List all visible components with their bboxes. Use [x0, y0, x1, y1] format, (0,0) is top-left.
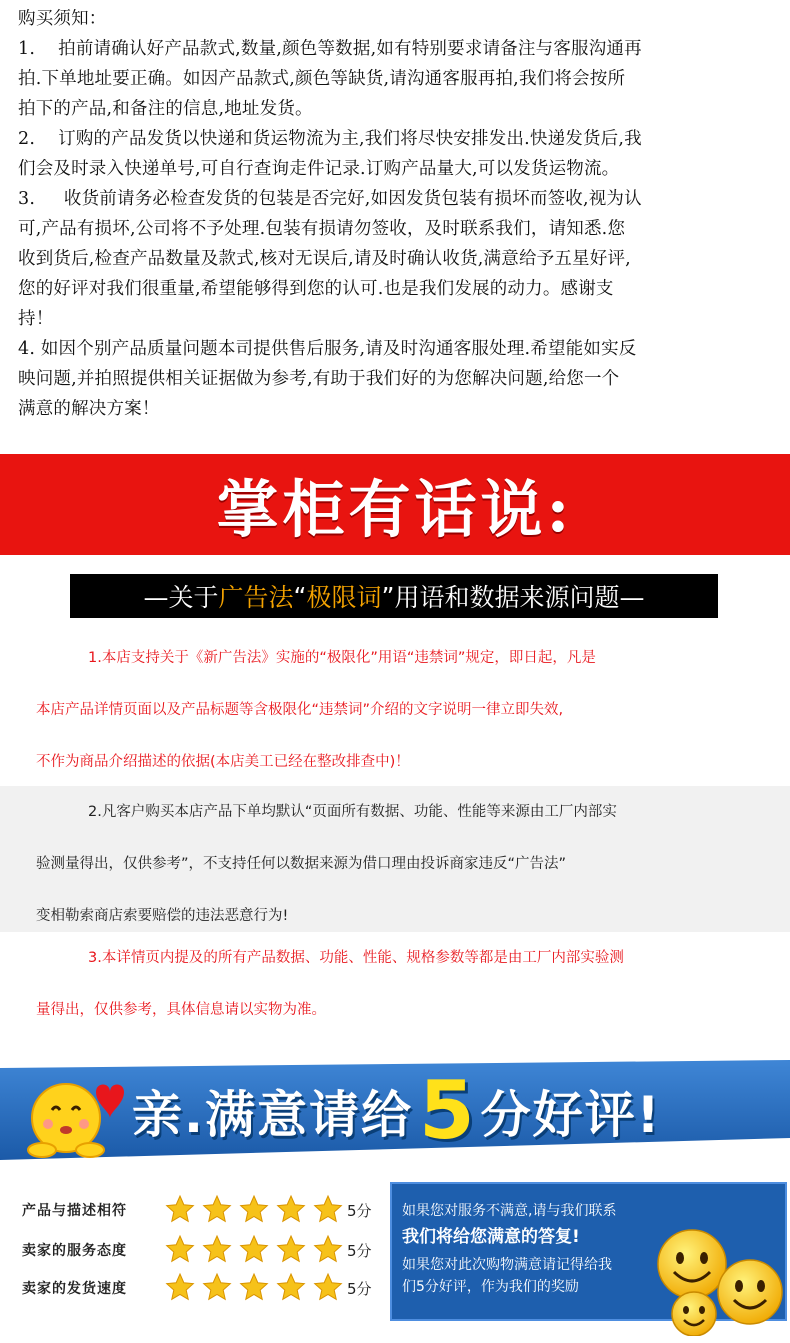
star-icon: [241, 1236, 268, 1261]
statement-line: 量得出，仅供参考，具体信息请以实物为准。: [36, 1002, 326, 1018]
statement-paragraph-3: [0, 932, 790, 1040]
banner-title: 掌柜有话说:: [216, 473, 574, 546]
rating-score: 5分: [347, 1279, 372, 1298]
statement-line: 不作为商品介绍描述的依据(本店美工已经在整改排查中)！: [36, 754, 410, 770]
seller-ratings: [0, 1180, 390, 1330]
statement-line: 1.本店支持关于《新广告法》实施的“极限化”用语“违禁词”规定，即日起，凡是: [88, 650, 596, 666]
rating-score: 5分: [347, 1201, 372, 1220]
notice-line: 可,产品有损坏,公司将不予处理.包装有损请勿签收，及时联系我们，请知悉.您: [18, 219, 626, 239]
shopkeeper-banner: [0, 454, 790, 555]
subtitle-highlight-ad-law: 广告法: [218, 583, 294, 612]
star-icon: [315, 1236, 342, 1261]
star-icon: [204, 1236, 231, 1261]
notice-line: 购买须知：: [18, 9, 107, 29]
notice-line: 您的好评对我们很重量,希望能够得到您的认可.也是我们发展的动力。感谢支: [18, 279, 614, 299]
review-five-number: 5: [419, 1064, 475, 1157]
star-icon: [315, 1274, 342, 1299]
notice-line: 们会及时录入快递单号,可自行查询走件记录.订购产品量大,可以发货运物流。: [18, 159, 620, 179]
star-icon: [278, 1236, 305, 1261]
statement-line: 验测量得出，仅供参考”，不支持任何以数据来源为借口理由投诉商家违反“广告法”: [36, 856, 567, 872]
notice-line: 拍下的产品,和备注的信息,地址发货。: [18, 99, 313, 119]
notice-line: 持！: [18, 309, 54, 329]
star-icon: [241, 1274, 268, 1299]
subtitle-suffix: 用语和数据来源问题—: [394, 583, 645, 612]
star-icon: [241, 1196, 268, 1221]
notice-line: 满意的解决方案！: [18, 399, 160, 419]
review-text-part2: 分好评!: [480, 1086, 662, 1144]
info-line: 们5分好评，作为我们的奖励: [402, 1279, 579, 1295]
star-icon: [204, 1274, 231, 1299]
stars-group: [164, 1194, 349, 1226]
smiley-heart-mascot-icon: [16, 1062, 136, 1162]
star-icon: [167, 1196, 194, 1221]
star-icon: [167, 1274, 194, 1299]
statement-line: 2.凡客户购买本店产品下单均默认“页面所有数据、功能、性能等来源由工厂内部实: [88, 804, 617, 820]
rating-score: 5分: [347, 1241, 372, 1260]
statement-paragraph-1: [0, 632, 790, 788]
review-request-banner: [0, 1060, 790, 1160]
statement-line: 3.本详情页内提及的所有产品数据、功能、性能、规格参数等都是由工厂内部实验测: [88, 950, 624, 966]
subtitle-quote-open: “: [293, 581, 307, 611]
notice-line: 3. 收货前请务必检查发货的包装是否完好,如因发货包装有损坏而签收,视为认: [18, 189, 642, 209]
star-rating: [164, 1234, 349, 1270]
subtitle-bar: [70, 574, 718, 618]
rating-label: 卖家的发货速度: [22, 1281, 127, 1297]
review-text-part1: 亲.满意请给: [132, 1086, 413, 1144]
statement-line: 本店产品详情页面以及产品标题等含极限化“违禁词”介绍的文字说明一律立即失效,: [36, 702, 564, 718]
smiley-faces-icon: [640, 1228, 788, 1336]
review-request-text: [132, 1064, 662, 1157]
rating-label: 卖家的服务态度: [22, 1243, 127, 1259]
stars-group: [164, 1234, 349, 1266]
notice-line: 收到货后,检查产品数量及款式,核对无误后,请及时确认收货,满意给予五星好评,: [18, 249, 631, 269]
rating-label: 产品与描述相符: [22, 1203, 127, 1219]
purchase-notice: [0, 0, 790, 454]
info-line-emphasis: 我们将给您满意的答复!: [402, 1227, 580, 1247]
star-icon: [204, 1196, 231, 1221]
star-rating: [164, 1272, 349, 1308]
star-icon: [278, 1196, 305, 1221]
star-icon: [278, 1274, 305, 1299]
stars-group: [164, 1272, 349, 1304]
star-icon: [167, 1236, 194, 1261]
star-rating: [164, 1194, 349, 1230]
subtitle-highlight-extreme-words: 极限词: [306, 583, 382, 612]
notice-line: 2. 订购的产品发货以快递和货运物流为主,我们将尽快安排发出.快递发货后,我: [18, 129, 642, 149]
notice-line: 拍.下单地址要正确。如因产品款式,颜色等缺货,请沟通客服再拍,我们将会按所: [18, 69, 626, 89]
notice-line: 1. 拍前请确认好产品款式,数量,颜色等数据,如有特别要求请备注与客服沟通再: [18, 39, 642, 59]
info-line: 如果您对服务不满意,请与我们联系: [402, 1203, 617, 1219]
notice-line: 4. 如因个别产品质量问题本司提供售后服务,请及时沟通客服处理.希望能如实反: [18, 339, 637, 359]
star-icon: [315, 1196, 342, 1221]
statement-line: 变相勒索商店索要赔偿的违法恶意行为!: [36, 908, 289, 924]
subtitle-prefix: —关于: [143, 583, 219, 612]
notice-line: 映问题,并拍照提供相关证据做为参考,有助于我们好的为您解决问题,给您一个: [18, 369, 620, 389]
subtitle-quote-close: ”: [381, 581, 395, 611]
statement-paragraph-2: [0, 786, 790, 938]
info-line: 如果您对此次购物满意请记得给我: [402, 1257, 612, 1273]
